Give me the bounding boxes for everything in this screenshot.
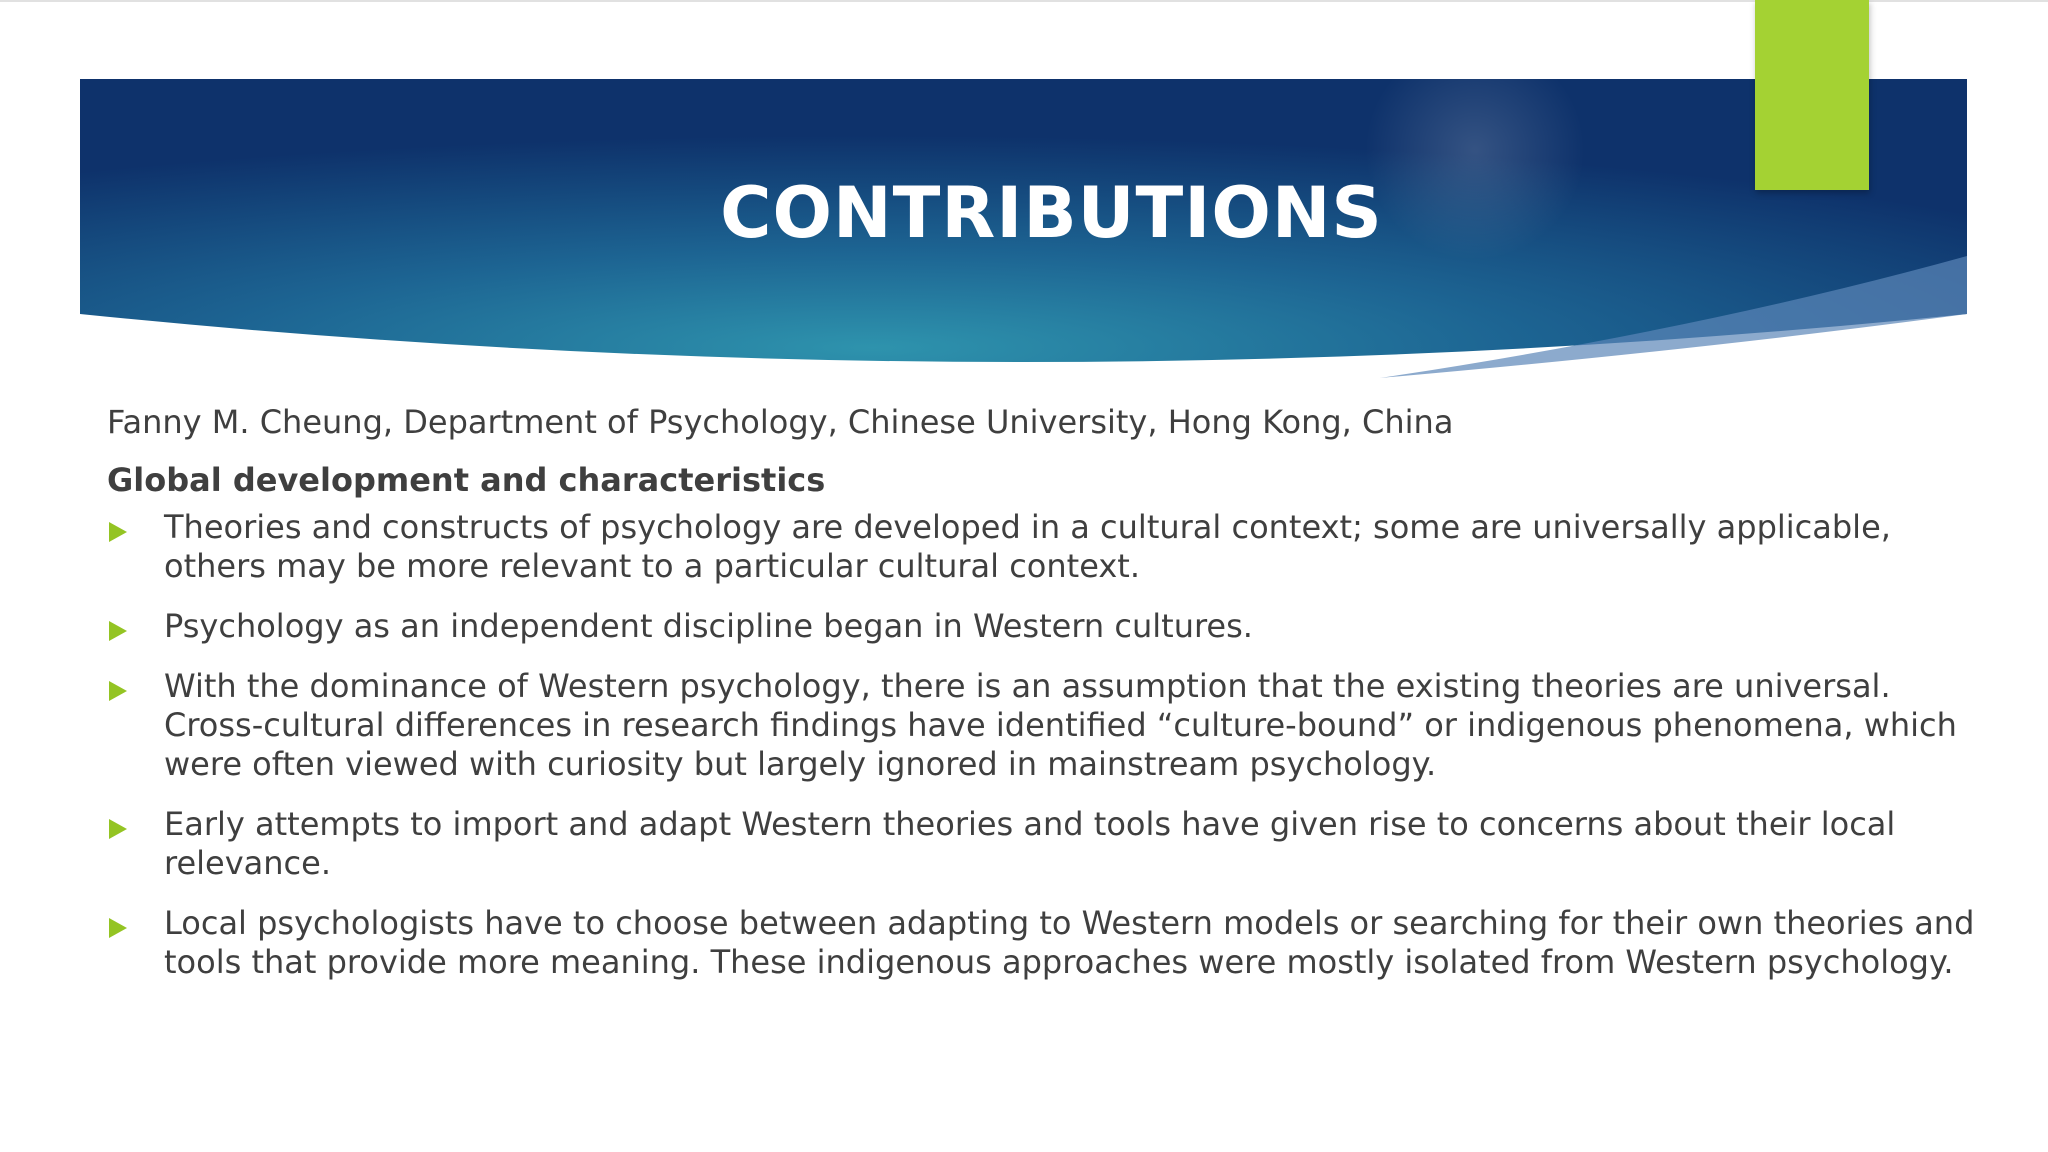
bullet-item: [107, 508, 1997, 586]
slide-content: [107, 398, 1997, 1003]
bullet-item: [107, 904, 1997, 982]
section-subheading: Global development and characteristics: [107, 461, 826, 499]
triangle-bullet-icon: [109, 681, 127, 701]
bullet-item: [107, 667, 1997, 784]
triangle-bullet-icon: [109, 918, 127, 938]
author-line: Fanny M. Cheung, Department of Psychology, Chinese University, Hong Kong, China: [107, 403, 1454, 441]
bullet-item: [107, 607, 1997, 646]
triangle-bullet-icon: [109, 621, 127, 641]
triangle-bullet-icon: [109, 819, 127, 839]
bullet-text: Psychology as an independent discipline began in Western cultures.: [164, 607, 1253, 645]
bullet-list: [107, 508, 1997, 982]
bullet-text: Theories and constructs of psychology are developed in a cultural context; some are universally applicable, others may be more relevant to a particular cultural context.: [164, 508, 1891, 585]
slide-title: CONTRIBUTIONS: [720, 172, 1383, 254]
bullet-text: Early attempts to import and adapt Western theories and tools have given rise to concerns about their local relevance.: [164, 805, 1896, 882]
bullet-text: Local psychologists have to choose between adapting to Western models or searching for their own theories and tools that provide more meaning. These indigenous approaches were mostly isolated from Western psychology.: [164, 904, 1975, 981]
bullet-text: With the dominance of Western psychology, there is an assumption that the existing theories are universal. Cross-cultural differences in research findings have identified “culture-bound” or indigenous phenomena, which were often viewed with curiosity but largely ignored in mainstream psychology.: [164, 667, 1957, 783]
triangle-bullet-icon: [109, 522, 127, 542]
accent-tab: [1755, 0, 1869, 190]
bullet-item: [107, 805, 1997, 883]
